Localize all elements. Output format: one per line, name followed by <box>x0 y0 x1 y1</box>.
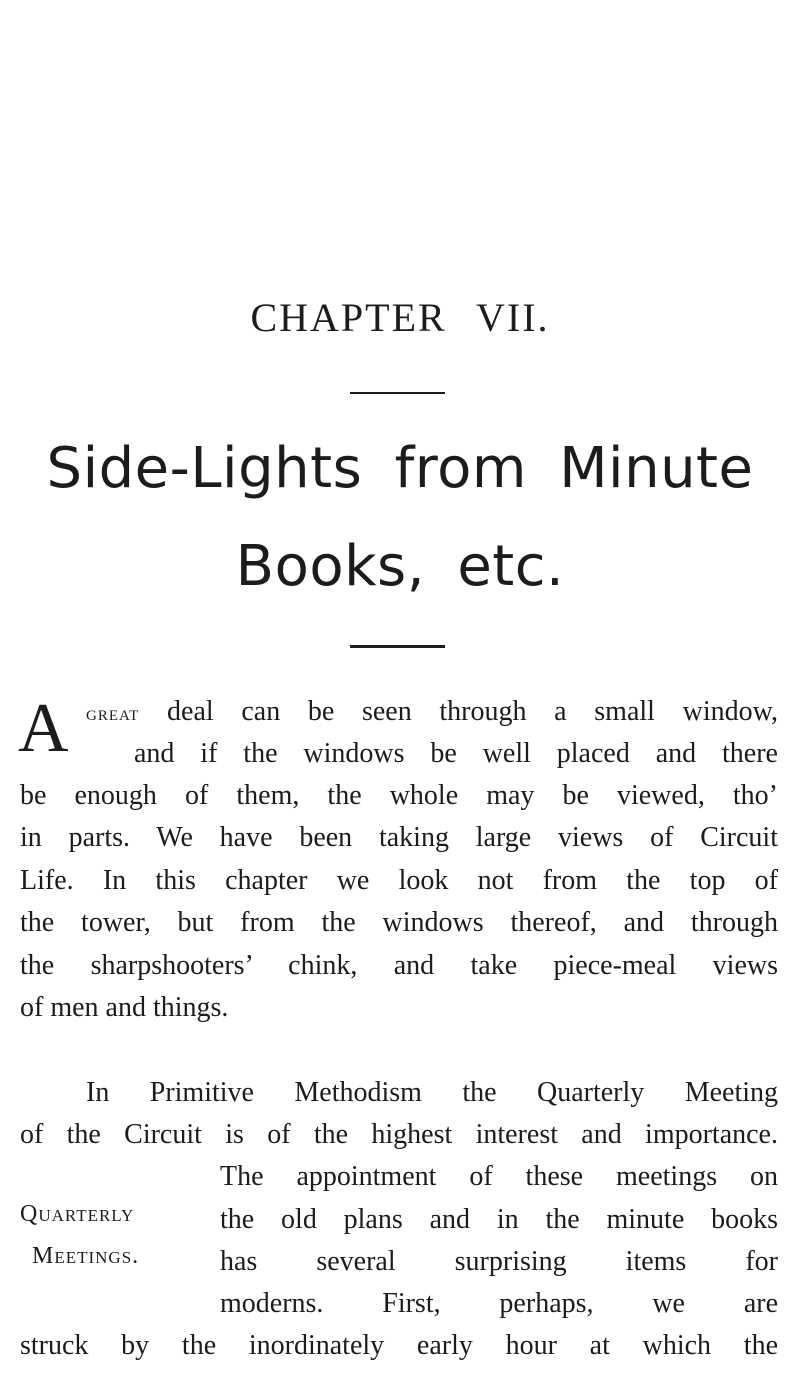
paragraph-2-line-4: the old plans and in the minute books <box>220 1204 778 1235</box>
paragraph-2-line-3: The appointment of these meetings on <box>220 1161 778 1192</box>
chapter-heading: CHAPTER VII. <box>250 295 550 340</box>
paragraph-1-line-1: great deal can be seen through a small window, <box>86 696 778 727</box>
chapter-title-line-1: Side-Lights from Minute <box>46 436 754 501</box>
paragraph-1-line-5: Life. In this chapter we look not from the top of <box>20 865 778 896</box>
paragraph-1-line-2: and if the windows be well placed and there <box>134 738 778 769</box>
drop-cap-letter: A <box>18 690 69 767</box>
paragraph-2-line-7: struck by the inordinately early hour at which the <box>20 1330 778 1361</box>
paragraph-1-line-3: be enough of them, the whole may be viewed, tho’ <box>20 780 778 811</box>
title-divider-rule <box>350 645 445 648</box>
margin-note-line-2: Meetings. <box>32 1243 140 1269</box>
paragraph-2-line-2: of the Circuit is of the highest interest and importance. <box>20 1119 778 1150</box>
paragraph-1-line-4: in parts. We have been taking large views of Circuit <box>20 822 778 853</box>
paragraph-1-line-6: the tower, but from the windows thereof, and through <box>20 907 778 938</box>
chapter-title-line-2: Books, etc. <box>235 534 565 599</box>
margin-note-line-1: Quarterly <box>20 1201 135 1227</box>
paragraph-1-line-7: the sharpshooters’ chink, and take piece-meal views <box>20 950 778 981</box>
paragraph-2-line-6: moderns. First, perhaps, we are <box>220 1288 778 1319</box>
paragraph-1-line-8: of men and things. <box>20 992 229 1023</box>
paragraph-2-line-1: In Primitive Methodism the Quarterly Meeting <box>86 1077 778 1108</box>
paragraph-2-line-5: has several surprising items for <box>220 1246 778 1277</box>
chapter-divider-rule <box>350 392 445 394</box>
first-word-small-caps: great <box>86 700 140 725</box>
